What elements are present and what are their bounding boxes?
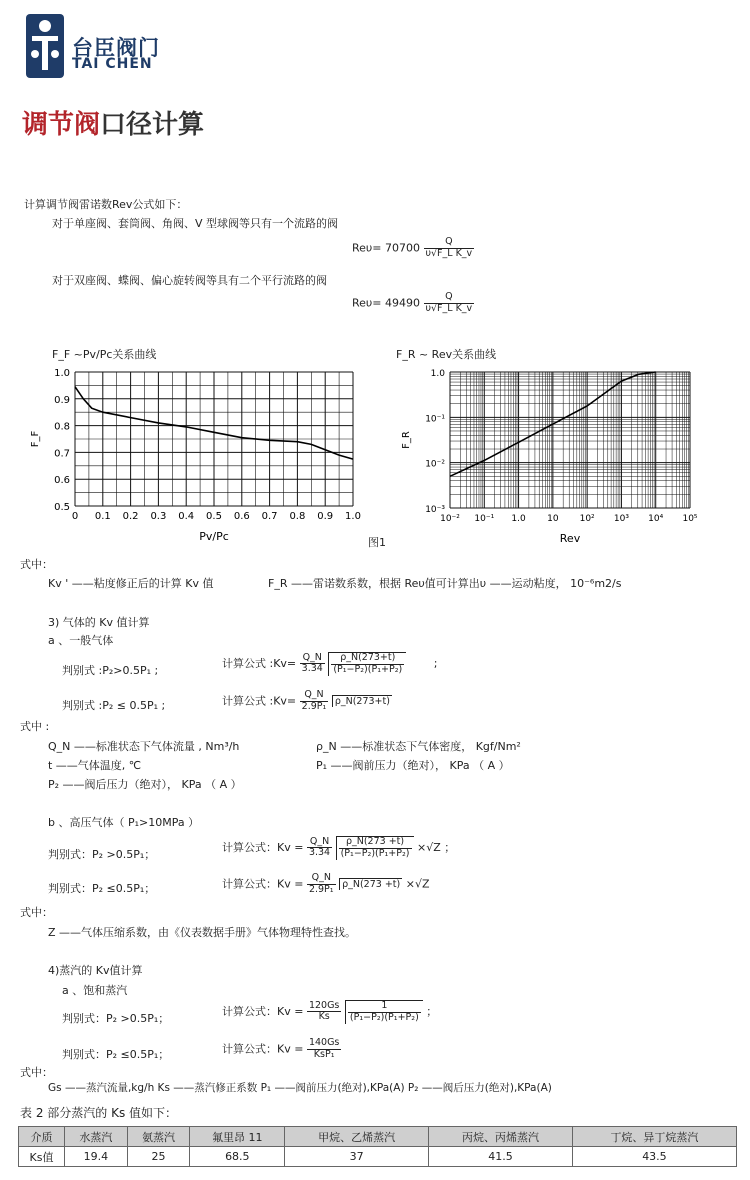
x-tick-label: 0.2 (122, 511, 139, 522)
gas-f3-den: 3.34 (308, 847, 331, 859)
gas-j3: 判别式：P₂ >0.5P₁； (48, 848, 156, 861)
gas-d2: ρ_N ——标准状态下气体密度， Kgf/Nm² (316, 740, 521, 753)
y-axis-label: F_R (401, 431, 412, 449)
table-caption: 表 2 部分蒸汽的 Ks 值如下： (20, 1106, 178, 1120)
gas-f1-num: Q_N (300, 653, 325, 665)
table-header-cell: 丁烷、异丁烷蒸汽 (572, 1127, 736, 1147)
gas-f1-den: 3.34 (301, 663, 323, 675)
gas-formula2-label: 计算公式 :Kv= (222, 694, 297, 708)
page-title (22, 104, 204, 141)
steam-formula2 (222, 1038, 341, 1061)
table-cell: 41.5 (429, 1147, 573, 1167)
y-tick-label: 0.5 (54, 502, 70, 513)
gas-f2-num: Q_N (300, 690, 329, 702)
defs1-label: 式中： (20, 558, 53, 571)
gas-f2-den: 2.9P₁ (301, 700, 327, 712)
steam-f1-rden: (P₁−P₂)(P₁+P₂) (349, 1011, 419, 1023)
y-tick-label: 0.6 (54, 475, 70, 487)
x-axis-label: Pv/Pc (199, 530, 229, 543)
steam-f1-rnum: 1 (348, 1001, 421, 1013)
page-title-red: 调节阀 (22, 110, 101, 140)
x-tick-label: 10⁴ (648, 514, 664, 524)
chart1-title: F_F ~Pv/Pc关系曲线 (52, 348, 157, 361)
ff-pvpc-chart (30, 360, 370, 555)
page-title-dark: 口径计算 (100, 110, 205, 140)
company-logo-icon (24, 12, 66, 80)
table-header-row (19, 1127, 737, 1147)
y-axis-label: F_F (30, 430, 41, 448)
rev-line1: 对于单座阀、套筒阀、角阀、V 型球阀等只有一个流路的阀 (52, 217, 339, 230)
gas-j4: 判别式：P₂ ≤0.5P₁； (48, 882, 156, 895)
rev-formula1-den: υ√F_L K_v (425, 247, 473, 259)
steam-defs: Gs ——蒸汽流量,kg/h Ks ——蒸汽修正系数 P₁ ——阀前压力(绝对),KPa(A) P₂ ——阀后压力(绝对),KPa(A) (48, 1082, 552, 1094)
gas-f4-den: 2.9P₁ (308, 883, 334, 895)
defs1-kv: Kv ' ——粘度修正后的计算 Kv 值 (48, 577, 214, 590)
x-tick-label: 0.1 (94, 511, 111, 522)
brand-name-en: TAI CHEN (72, 56, 153, 72)
rev-formula2-den: υ√F_L K_v (425, 302, 473, 314)
table-header-cell: 丙烷、丙烯蒸汽 (429, 1127, 573, 1147)
gas-f3-rden: (P₁−P₂)(P₁+P₂) (340, 847, 410, 859)
gas-f4-end: ×√Z (405, 877, 430, 891)
steam-f2-den: KsP₁ (313, 1048, 335, 1060)
table-header-cell: 氟里昂 11 (190, 1127, 285, 1147)
steam-a: a 、饱和蒸汽 (62, 984, 128, 997)
gas-formula4-label: 计算公式：Kv = (222, 877, 304, 891)
table-header-cell: 介质 (19, 1127, 65, 1147)
gas-j2: 判别式 :P₂ ≤ 0.5P₁ ; (62, 699, 166, 712)
y-tick-label: 0.7 (54, 448, 70, 460)
steam-formula2-label: 计算公式：Kv = (222, 1042, 304, 1056)
rev-intro: 计算调节阀雷诺数Rev公式如下： (24, 198, 188, 211)
gas-d5: P₂ ——阀后压力（绝对）， KPa （ A ） (48, 778, 242, 791)
gas-d3: t ——气体温度, ℃ (48, 759, 142, 772)
steam-j1: 判别式：P₂ >0.5P₁； (62, 1012, 170, 1025)
defs1-fr: F_R ——雷诺数系数，根据 Reυ值可计算出υ ——运动粘度， 10⁻⁶m2/s (268, 577, 622, 590)
x-tick-label: 0 (71, 511, 79, 522)
ks-table (18, 1126, 737, 1167)
steam-f1-end: ； (426, 1004, 438, 1018)
gas-where2: 式中： (20, 906, 53, 919)
table-cell: 68.5 (190, 1147, 285, 1167)
gas-z: Z ——气体压缩系数，由《仪表数据手册》气体物理特性查找。 (48, 926, 357, 939)
gas-f4-root: ρ_N(273 +t) (339, 878, 402, 890)
x-tick-label: 1.0 (511, 514, 526, 524)
table-cell: 25 (127, 1147, 190, 1167)
gas-f2-root: ρ_N(273+t) (332, 695, 392, 707)
chart2-title: F_R ~ Rev关系曲线 (396, 348, 497, 361)
steam-formula1-label: 计算公式：Kv = (222, 1004, 304, 1018)
x-tick-label: 0.8 (289, 511, 306, 522)
rev-formula1 (352, 237, 474, 260)
x-axis-label: Rev (559, 532, 581, 545)
x-tick-label: 10⁻¹ (474, 514, 495, 524)
gas-d1: Q_N ——标准状态下气体流量 , Nm³/h (48, 740, 240, 753)
table-cell: Ks值 (19, 1147, 65, 1167)
steam-formula1 (222, 1000, 437, 1024)
gas-f3-num: Q_N (307, 837, 332, 849)
y-tick-label: 1.0 (54, 368, 70, 379)
rev-line2: 对于双座阀、蝶阀、偏心旋转阀等具有二个平行流路的阀 (52, 274, 327, 287)
gas-f4-num: Q_N (307, 873, 336, 885)
steam-where: 式中： (20, 1066, 53, 1079)
gas-formula1 (222, 652, 437, 676)
x-tick-label: 0.3 (150, 511, 167, 522)
gas-f1-rden: (P₁−P₂)(P₁+P₂) (333, 663, 403, 675)
steam-heading: 4)蒸汽的 Kv值计算 (48, 964, 143, 977)
table-cell: 19.4 (65, 1147, 128, 1167)
y-tick-label: 10⁻¹ (425, 414, 445, 425)
table-cell: 43.5 (572, 1147, 736, 1167)
gas-d4: P₁ ——阀前压力（绝对）， KPa （ A ） (316, 759, 510, 772)
x-tick-label: 0.7 (261, 511, 278, 522)
rev-formula2-num: Q (424, 292, 475, 304)
x-tick-label: 1.0 (345, 511, 361, 522)
gas-formula4 (222, 873, 430, 896)
y-tick-label: 0.8 (54, 421, 70, 433)
gas-f1-rnum: ρ_N(273+t) (331, 653, 404, 665)
gas-f3-end: ×√Z ； (417, 840, 456, 854)
x-tick-label: 10⁻² (440, 514, 460, 524)
steam-f1-den: Ks (318, 1011, 330, 1023)
gas-a: a 、一般气体 (48, 634, 114, 647)
x-tick-label: 10³ (613, 514, 629, 524)
x-tick-label: 0.4 (178, 511, 195, 522)
gas-formula1-label: 计算公式 :Kv= (222, 656, 297, 670)
rev-formula2-left: Reυ= 49490 (352, 296, 420, 310)
x-tick-label: 10² (579, 514, 595, 524)
gas-formula3-label: 计算公式：Kv = (222, 840, 304, 854)
y-tick-label: 10⁻³ (425, 505, 445, 515)
gas-f1-end: ; (433, 656, 438, 670)
table-cell: 37 (285, 1147, 429, 1167)
y-tick-label: 10⁻² (425, 459, 445, 470)
gas-b: b 、高压气体（ P₁>10MPa ） (48, 816, 200, 829)
table-row (19, 1147, 737, 1167)
gas-j1: 判别式 :P₂>0.5P₁ ; (62, 664, 159, 677)
gas-heading: 3) 气体的 Kv 值计算 (48, 616, 150, 629)
y-tick-label: 0.9 (54, 394, 70, 406)
steam-f1-num: 120Gs (308, 999, 340, 1011)
table-header-cell: 甲烷、乙烯蒸汽 (285, 1127, 429, 1147)
y-tick-label: 1.0 (430, 369, 445, 379)
x-tick-label: 10⁵ (682, 514, 698, 524)
fr-rev-chart (395, 360, 715, 555)
x-tick-label: 0.9 (317, 511, 334, 522)
x-tick-label: 0.5 (206, 511, 222, 522)
gas-where: 式中 : (20, 720, 50, 733)
rev-formula2 (352, 292, 474, 315)
x-tick-label: 10 (547, 514, 559, 524)
rev-formula1-num: Q (424, 237, 475, 249)
figure-label: 图1 (368, 536, 386, 549)
brand-name-cn: 台臣阀门 (72, 36, 160, 60)
rev-formula1-left: Reυ= 70700 (352, 241, 420, 255)
x-tick-label: 0.6 (233, 511, 250, 522)
table-header-cell: 氨蒸汽 (127, 1127, 190, 1147)
steam-j2: 判别式：P₂ ≤0.5P₁； (62, 1048, 170, 1061)
gas-formula2 (222, 690, 392, 713)
table-header-cell: 水蒸汽 (65, 1127, 128, 1147)
gas-f3-rnum: ρ_N(273 +t) (339, 837, 412, 849)
gas-formula3 (222, 836, 455, 860)
steam-f2-num: 140Gs (308, 1037, 340, 1048)
